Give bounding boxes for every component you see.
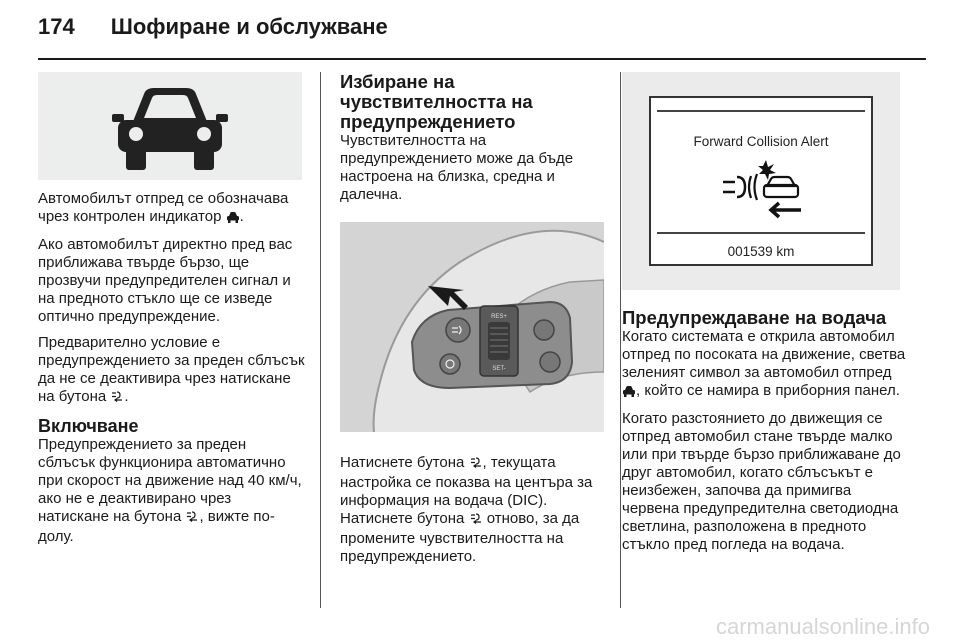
- sensitivity-instruction-paragraph: Натиснете бутона , текущата настройка се показва на центъра за информация на водача (DIC). Натиснете бутона отново, за да промените чувствителността на предупреждението.: [340, 454, 593, 565]
- vehicle-ahead-icon: [110, 80, 230, 172]
- page-title: Шофиране и обслужване: [110, 14, 388, 39]
- vehicle-ahead-paragraph: Автомобилът отпред се обозначава чрез контролен индикатор .: [38, 190, 306, 228]
- dic-figure: [622, 72, 900, 290]
- vehicle-ahead-icon: [622, 384, 636, 402]
- vehicle-ahead-icon: [226, 210, 240, 228]
- activation-heading: Включване: [38, 416, 139, 436]
- page-number: 174: [38, 14, 75, 39]
- sensitivity-heading: Избиране на чувствителността на предупреждението: [340, 71, 533, 132]
- dic-bottom-rule: [657, 232, 865, 234]
- dic-top-rule: [657, 110, 865, 112]
- vehicle-ahead-figure: [38, 72, 302, 180]
- header-rule: [38, 58, 926, 60]
- steering-wheel-figure: [340, 222, 604, 432]
- sensitivity-paragraph: Чувствителността на предупреждението може да бъде настроена на близка, средна и далечна.: [340, 132, 574, 203]
- dic-title: Forward Collision Alert: [693, 134, 829, 149]
- set-label: SET-: [492, 366, 506, 372]
- approach-warning-paragraph: Ако автомобилът директно пред вас приближава твърде бързо, ще прозвучи предупредителен сигнал и на предното стъкло ще се изведе оптично предупреждение.: [38, 236, 293, 325]
- column-2: [340, 72, 605, 574]
- forward-collision-alert-icon: [721, 160, 805, 222]
- column-divider-1: [320, 72, 321, 608]
- pointer-arrow-icon: [428, 286, 468, 310]
- column-1: [38, 72, 306, 554]
- column-3: [622, 72, 908, 562]
- steering-wheel-illustration: [340, 222, 604, 432]
- dic-odometer: 001539 km: [727, 244, 795, 259]
- driver-alert-heading: Предупреждаване на водача: [622, 307, 887, 328]
- column-divider-2: [620, 72, 621, 608]
- collision-alert-button-icon: [185, 510, 199, 528]
- dic-display: [649, 96, 873, 266]
- driver-alert-paragraph-1: Когато системата е открила автомобил отпред по посоката на движение, светва зеленият символ за автомобил отпред , който се намира в приборния панел.: [622, 328, 908, 402]
- collision-alert-button-icon: [110, 390, 124, 408]
- res-label: RES+: [491, 314, 507, 320]
- driver-alert-paragraph-2: Когато разстоянието до движещия се отпред автомобил стане твърде малко или при твърде бързо приближаване до друг автомобил, когато сблъсъкът е неизбежен, започва да примигва червена предупредителна светодиодна светлина, разположена в предното стъкло пред погледа на водача.: [622, 410, 901, 553]
- page-header: [38, 14, 388, 44]
- activation-paragraph: Предупреждението за преден сблъсък функционира автоматично при скорост на движение над 40 км/ч, ако не е деактивирано чрез натискане на бутона , вижте по-долу.: [38, 436, 302, 545]
- collision-alert-button-icon: [469, 512, 483, 530]
- watermark: carmanualsonline.info: [715, 614, 930, 639]
- precondition-paragraph: Предварително условие е предупреждението за преден сблъсък да не се деактивира чрез натискане на бутона .: [38, 334, 306, 408]
- collision-alert-button-icon: [469, 456, 483, 474]
